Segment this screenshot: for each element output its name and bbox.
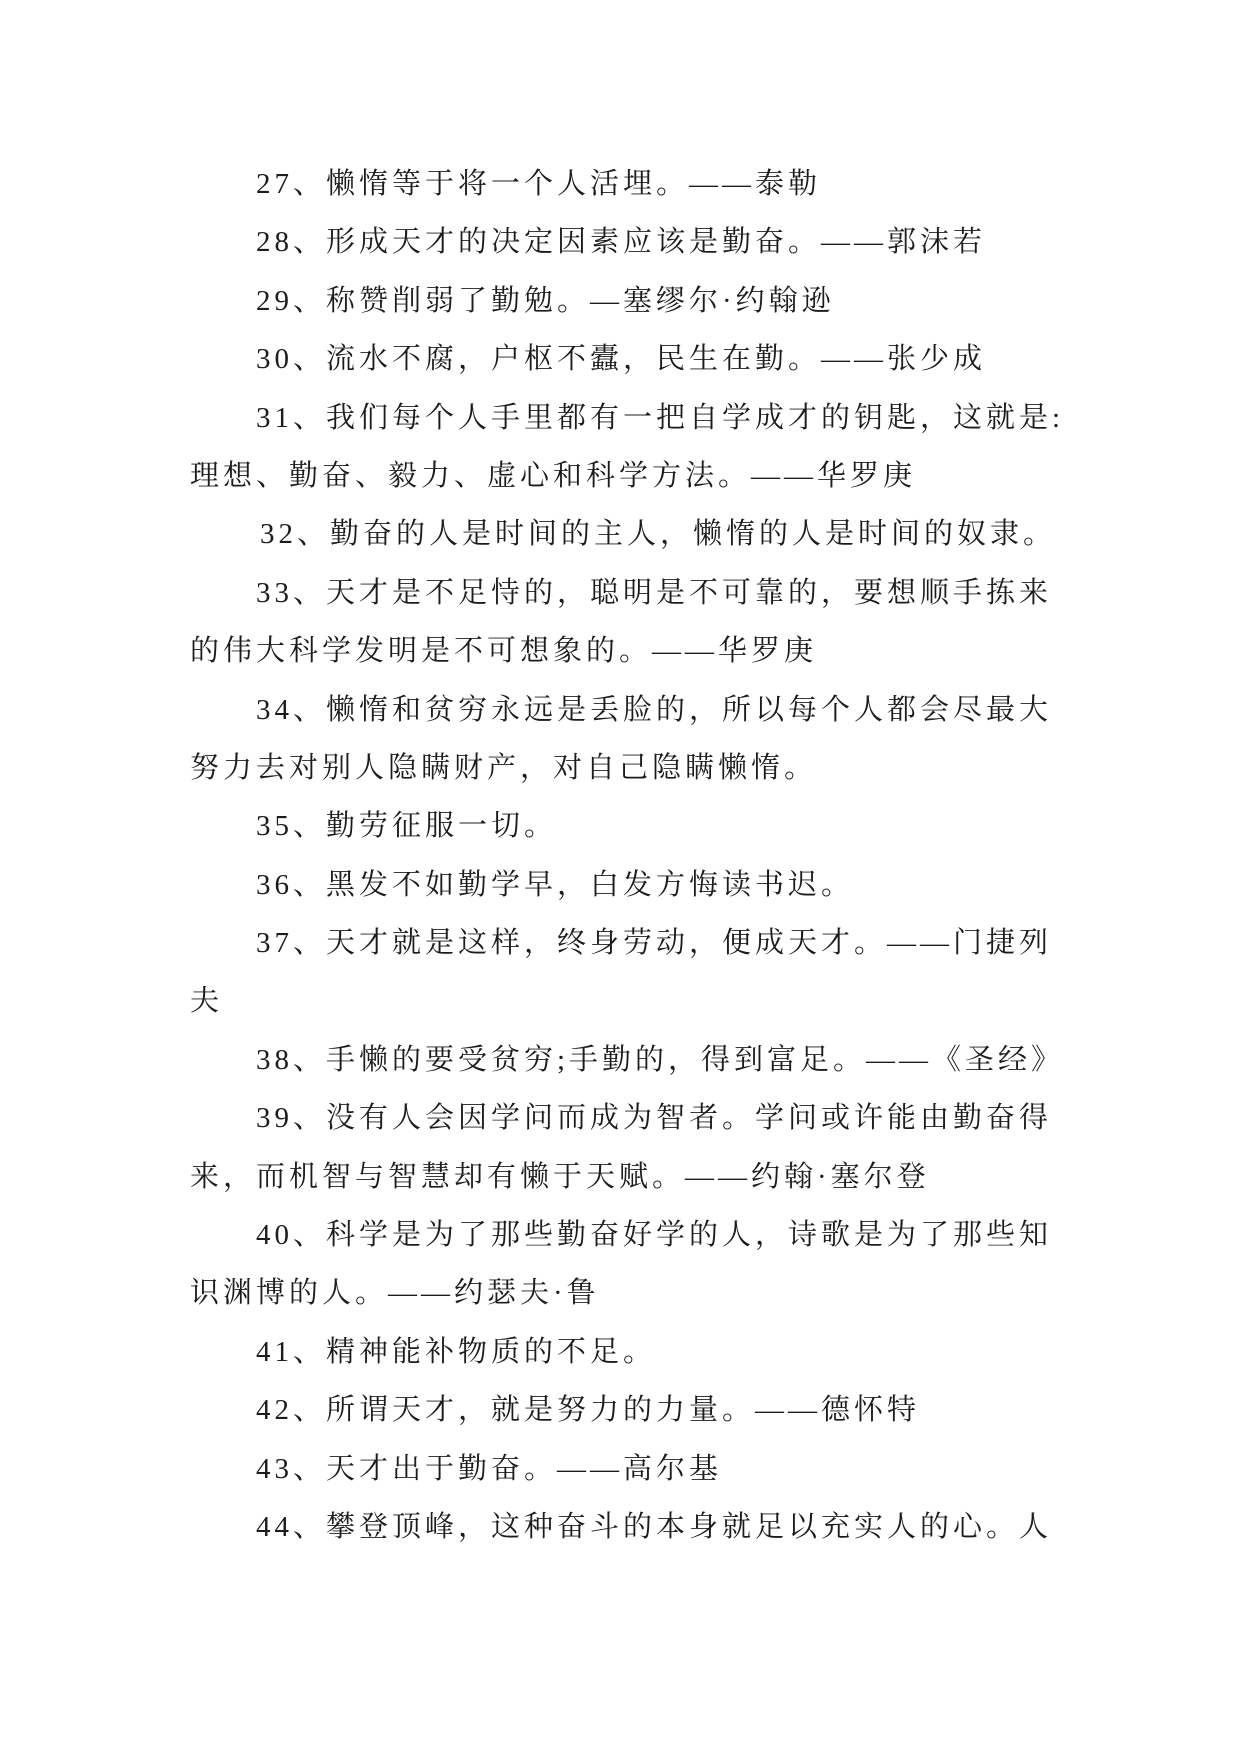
quote-32 bbox=[190, 505, 1090, 563]
quote-line: 27、懒惰等于将一个人活埋。——泰勒 bbox=[256, 168, 822, 200]
quote-31 bbox=[190, 389, 1090, 506]
quote-line-continued: 努力去对别人隐瞒财产，对自己隐瞒懒惰。 bbox=[190, 751, 818, 784]
quote-40 bbox=[190, 1206, 1090, 1323]
quote-line-continued: 的伟大科学发明是不可想象的。——华罗庚 bbox=[190, 635, 818, 668]
quote-30 bbox=[190, 330, 1090, 388]
quote-line-continued: 夫 bbox=[190, 985, 224, 1018]
quote-35 bbox=[190, 797, 1090, 855]
quote-line: 37、天才就是这样，终身劳动，便成天才。——门捷列 bbox=[256, 927, 1053, 960]
quote-line: 41、精神能补物质的不足。 bbox=[256, 1335, 657, 1368]
quote-line-continued: 理想、勤奋、毅力、虚心和科学方法。——华罗庚 bbox=[190, 459, 917, 492]
quote-line: 29、称赞削弱了勤勉。—塞缪尔·约翰逊 bbox=[256, 284, 835, 317]
quote-34 bbox=[190, 681, 1090, 798]
quote-44 bbox=[190, 1498, 1090, 1556]
quote-28 bbox=[190, 213, 1090, 271]
quote-line-continued: 识渊博的人。——约瑟夫·鲁 bbox=[190, 1277, 600, 1310]
quote-line: 30、流水不腐，户枢不蠹，民生在勤。——张少成 bbox=[256, 343, 987, 376]
quote-line: 32、勤奋的人是时间的主人，懒惰的人是时间的奴隶。 bbox=[260, 518, 1057, 551]
quote-36 bbox=[190, 856, 1090, 914]
quote-line: 38、手懒的要受贫穷;手勤的，得到富足。——《圣经》 bbox=[256, 1043, 1065, 1076]
quote-line-continued: 来，而机智与智慧却有懒于天赋。——约翰·塞尔登 bbox=[190, 1160, 930, 1193]
quote-42 bbox=[190, 1381, 1090, 1439]
quote-line: 43、天才出于勤奋。——高尔基 bbox=[256, 1452, 723, 1485]
quote-27 bbox=[190, 155, 1090, 213]
quote-line: 33、天才是不足恃的，聪明是不可靠的，要想顺手拣来 bbox=[256, 576, 1053, 609]
quote-39 bbox=[190, 1089, 1090, 1206]
quote-line: 28、形成天才的决定因素应该是勤奋。——郭沫若 bbox=[256, 226, 987, 259]
quote-line: 40、科学是为了那些勤奋好学的人，诗歌是为了那些知 bbox=[256, 1219, 1053, 1252]
quote-line: 31、我们每个人手里都有一把自学成才的钥匙，这就是: bbox=[256, 401, 1065, 434]
quote-38 bbox=[190, 1031, 1090, 1089]
quote-line: 39、没有人会因学问而成为智者。学问或许能由勤奋得 bbox=[256, 1102, 1053, 1135]
quote-line: 35、勤劳征服一切。 bbox=[256, 810, 558, 843]
quote-list bbox=[190, 155, 1090, 1556]
quote-line: 36、黑发不如勤学早，白发方悔读书迟。 bbox=[256, 868, 855, 901]
quote-line: 44、攀登顶峰，这种奋斗的本身就足以充实人的心。人 bbox=[256, 1510, 1053, 1543]
quote-29 bbox=[190, 272, 1090, 330]
quote-43 bbox=[190, 1440, 1090, 1498]
quote-33 bbox=[190, 564, 1090, 681]
quote-line: 34、懒惰和贫穷永远是丢脸的，所以每个人都会尽最大 bbox=[256, 693, 1053, 726]
quote-line: 42、所谓天才，就是努力的力量。——德怀特 bbox=[256, 1394, 921, 1427]
quote-37 bbox=[190, 914, 1090, 1031]
quote-41 bbox=[190, 1323, 1090, 1381]
